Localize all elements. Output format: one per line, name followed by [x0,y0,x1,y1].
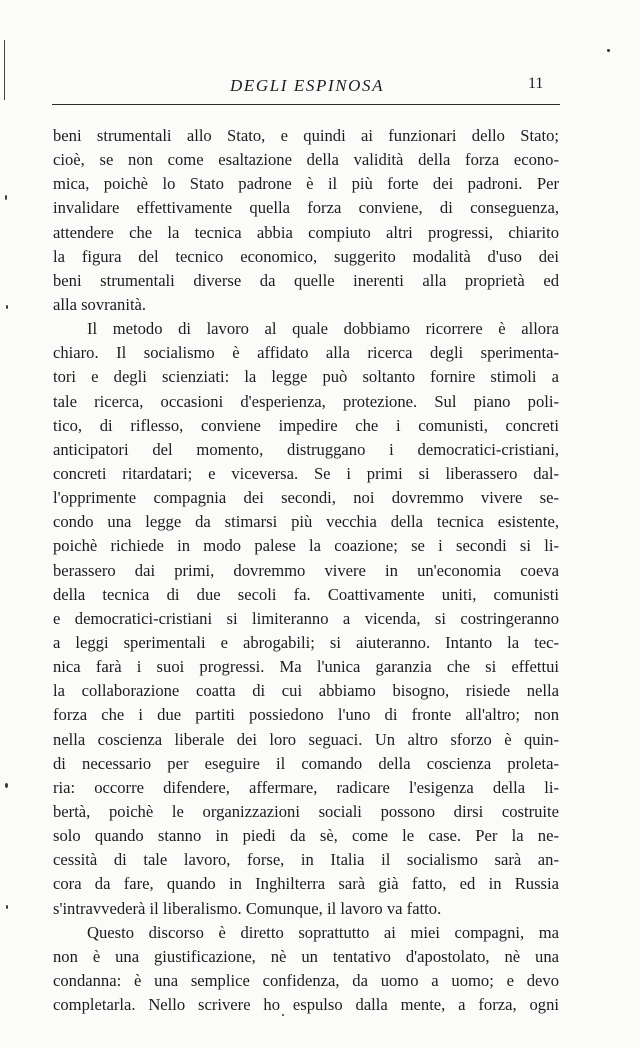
text-line: nica farà i suoi progressi. Ma l'unica garanzia che si effettui [53,657,559,677]
text-line: cessità di tale lavoro, forse, in Italia il socialismo sarà an- [53,850,559,870]
text-line: beni strumentali diverse da quelle inerenti alla proprietà ed [53,270,559,290]
text-line: solo quando stanno in piedi da sè, come le case. Per la ne- [53,826,559,846]
text-line: tale ricerca, occasioni d'esperienza, protezione. Sul piano poli- [53,391,559,411]
paragraph-start-line: Questo discorso è diretto soprattutto ai miei compagni, ma [87,922,559,942]
text-line: berassero dai primi, dovremmo vivere in un'economia coeva [53,560,559,580]
text-line: a leggi sperimentali e abrogabili; si aiuteranno. Intanto la tec- [53,632,559,652]
page-number: 11 [528,75,544,92]
scan-speck [6,905,8,909]
running-title: DEGLI ESPINOSA [230,76,385,95]
text-line: anticipatori del momento, distruggano i democratici-cristiani, [53,439,559,459]
text-line: chiaro. Il socialismo è affidato alla ricerca degli sperimenta- [53,343,559,363]
scan-speck [5,783,8,788]
text-line: mica, poichè lo Stato padrone è il più forte dei padroni. Per [53,174,559,194]
text-line: invalidare effettivamente quella forza conviene, di conseguenza, [53,198,559,218]
text-line: s'intravvederà il liberalismo. Comunque, il lavoro va fatto. [53,898,442,918]
text-line: completarla. Nello scrivere ho espulso dalla mente, a forza, ogni [53,995,559,1015]
text-line: non è una giustificazione, nè un tentativo d'apostolato, nè una [53,946,559,966]
text-line: attendere che la tecnica abbia compiuto altri progressi, chiarito [53,222,559,242]
text-line: la collaborazione coatta di cui abbiamo bisogno, risiede nella [53,681,559,701]
header-rule [52,104,560,105]
text-line: l'opprimente compagnia dei secondi, noi dovremmo vivere se- [53,488,559,508]
text-line: cioè, se non come esaltazione della validità della forza econo- [53,150,559,170]
scan-speck [6,305,8,309]
text-line: ria: occorre difendere, affermare, radicare l'esigenza della li- [53,777,559,797]
scan-speck [607,49,610,52]
text-line: cora da fare, quando in Inghilterra sarà già fatto, ed in Russia [53,874,559,894]
text-line: della tecnica di due secoli fa. Coattivamente uniti, comunisti [53,584,559,604]
scan-speck [5,195,7,200]
text-line: bertà, poichè le organizzazioni sociali possono dirsi costruite [53,801,559,821]
text-line: beni strumentali allo Stato, e quindi ai funzionari dello Stato; [53,126,559,145]
text-line: forza che i due partiti possiedono l'uno di fronte all'altro; non [53,705,559,725]
text-line: poichè richiede in modo palese la coazione; se i secondi si li- [53,536,559,556]
text-line: condo una legge da stimarsi più vecchia della tecnica esistente, [53,512,559,532]
running-header [0,74,640,100]
paragraph-start-line: Il metodo di lavoro al quale dobbiamo ricorrere è allora [87,319,559,339]
body-text [53,124,559,1017]
text-line: condanna: è una semplice confidenza, da uomo a uomo; e devo [53,970,559,990]
text-line: alla sovranità. [53,294,147,314]
text-line: la figura del tecnico economico, suggerito modalità d'uso dei [53,246,559,266]
text-line: e democratici-cristiani si limiteranno a vicenda, si costringeranno [53,608,559,628]
text-line: tico, di riflesso, conviene impedire che i comunisti, concreti [53,415,559,435]
text-line: concreti ritardatari; e viceversa. Se i primi si liberassero dal- [53,463,559,483]
text-line: nella coscienza liberale dei loro seguaci. Un altro sforzo è quin- [53,729,559,749]
text-line: tori e degli scienziati: la legge può soltanto fornire stimoli a [53,367,559,387]
text-line: di necessario per eseguire il comando della coscienza proleta- [53,753,559,773]
